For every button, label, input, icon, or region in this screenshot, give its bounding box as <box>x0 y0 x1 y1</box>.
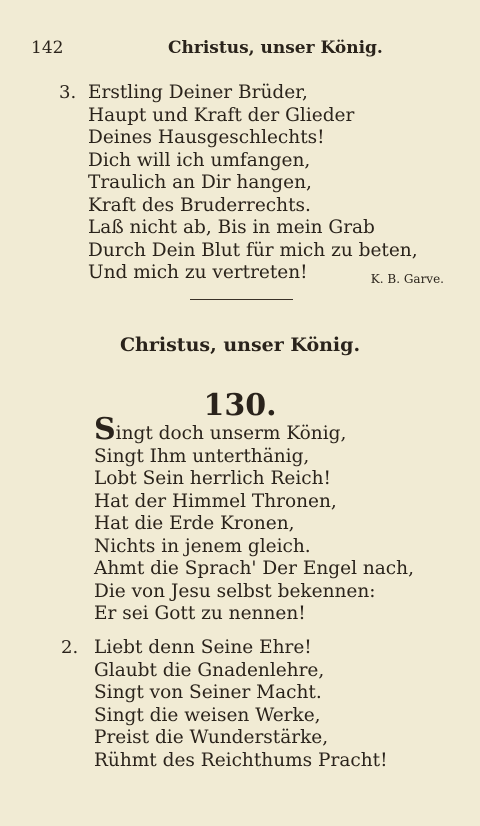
page-header <box>0 38 480 60</box>
verse-line: Durch Dein Blut für mich zu beten, <box>88 239 418 261</box>
hymn-stanza-1 <box>94 412 414 626</box>
verse-line: Preist die Wunderstärke, <box>94 727 329 748</box>
author-attribution: K. B. Garve. <box>370 272 444 286</box>
verse-line: Erstling Deiner Brüder, <box>88 82 308 103</box>
verse-line: Hat der Himmel Thronen, <box>94 490 337 512</box>
stanza-number: 3. <box>59 82 77 103</box>
verse-line: Kraft des Bruderrechts. <box>88 194 311 216</box>
verse-line: Er sei Gott zu nennen! <box>94 603 306 624</box>
running-title: Christus, unser König. <box>168 38 383 58</box>
previous-hymn-stanza <box>88 82 418 285</box>
verse-line: Die von Jesu selbst bekennen: <box>94 580 376 602</box>
verse-line: Singt Ihm unterthänig, <box>94 445 310 467</box>
verse-line: Haupt und Kraft der Glieder <box>88 104 355 126</box>
hymn-number: 130. <box>203 388 277 423</box>
stanza-number: 2. <box>61 637 79 658</box>
hymn-title: Christus, unser König. <box>119 334 361 356</box>
verse-line: Dich will ich umfangen, <box>88 149 311 171</box>
hymn-stanza-2 <box>94 637 388 772</box>
verse-line: Hat die Erde Kronen, <box>94 513 295 534</box>
first-line-text: ingt doch unserm König, <box>115 423 347 444</box>
page-number: 142 <box>31 38 64 58</box>
drop-initial: S <box>94 412 116 447</box>
verse-line: Singt die weisen Werke, <box>94 704 321 726</box>
verse-line: Traulich an Dir hangen, <box>88 172 312 193</box>
verse-line: Liebt denn Seine Ehre! <box>94 637 312 658</box>
first-verse-line <box>94 412 414 447</box>
verse-line: Glaubt die Gnadenlehre, <box>94 659 325 681</box>
verse-line: Nichts in jenem gleich. <box>94 535 311 557</box>
verse-line: Deines Hausgeschlechts! <box>88 127 325 148</box>
verse-line: Ahmt die Sprach' Der Engel nach, <box>94 558 414 579</box>
section-divider <box>190 299 293 300</box>
verse-line: Rühmt des Reichthums Pracht! <box>94 749 388 771</box>
verse-line: Und mich zu vertreten! <box>88 262 308 283</box>
verse-line: Singt von Seiner Macht. <box>94 682 322 703</box>
verse-line: Lobt Sein herrlich Reich! <box>94 468 331 489</box>
verse-line: Laß nicht ab, Bis in mein Grab <box>88 217 375 238</box>
